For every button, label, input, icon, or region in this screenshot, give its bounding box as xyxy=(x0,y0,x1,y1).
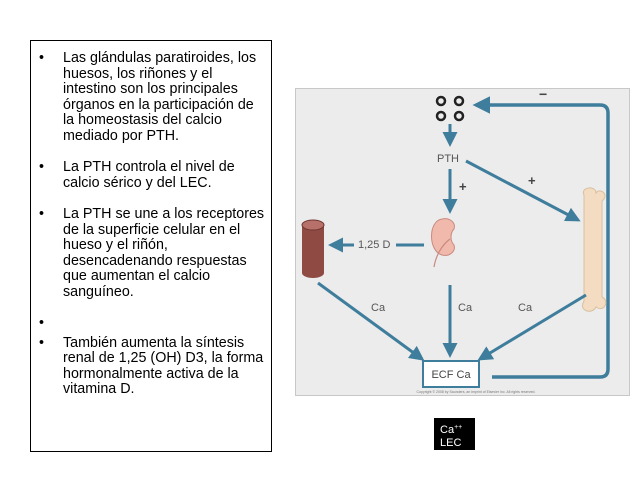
intestine-to-ecf-arrow xyxy=(318,283,422,359)
bullet-item xyxy=(31,160,271,191)
bullet-item xyxy=(31,316,271,332)
bullet-list xyxy=(31,51,271,414)
pth-to-bone-arrow xyxy=(466,161,578,220)
bullet-symbol: • xyxy=(39,315,45,331)
ca-label-intestine: Ca xyxy=(371,302,386,314)
vitamin-d-label: 1,25 D xyxy=(358,239,391,251)
bullet-item xyxy=(31,207,271,300)
kidney-icon xyxy=(432,219,455,267)
bullet-item xyxy=(31,51,271,144)
ecf-ca-label: ECF Ca xyxy=(431,369,471,381)
badge-lec-text: LEC xyxy=(440,437,462,449)
ca-lec-badge xyxy=(434,418,475,450)
plus-sign-kidney: + xyxy=(459,179,467,194)
copyright-text: Copyright © 2008 by Saunders, an imprint of Elsevier Inc. All rights reserved. xyxy=(416,390,536,394)
bullet-text: Las glándulas paratiroides, los huesos, los riñones y el intestino son los principales órganos en la participación de la homeostasis del calcio mediado por PTH. xyxy=(63,50,257,144)
bullet-symbol: • xyxy=(39,50,45,66)
bullet-text: La PTH controla el nivel de calcio sérico y del LEC. xyxy=(63,159,235,191)
badge-ca-text: Ca xyxy=(440,424,455,436)
pth-label: PTH xyxy=(437,153,459,165)
badge-charge-text: ++ xyxy=(454,424,463,431)
intestine-icon xyxy=(302,220,324,278)
diagram-svg xyxy=(296,89,629,395)
pth-calcium-diagram xyxy=(295,88,630,396)
text-box xyxy=(30,40,272,452)
bullet-symbol: • xyxy=(39,159,45,175)
bullet-symbol: • xyxy=(39,206,45,222)
parathyroid-glands-icon xyxy=(437,97,463,120)
ca-label-kidney: Ca xyxy=(458,302,473,314)
bone-to-ecf-arrow xyxy=(480,295,586,359)
minus-sign: − xyxy=(539,89,548,102)
bullet-text: También aumenta la síntesis renal de 1,25 (OH) D3, la forma hormonalmente activa de la vitamina D. xyxy=(63,334,264,397)
bullet-item xyxy=(31,336,271,398)
bullet-symbol: • xyxy=(39,334,45,351)
bone-icon xyxy=(583,188,606,311)
ca-label-bone: Ca xyxy=(518,302,533,314)
plus-sign-bone: + xyxy=(528,173,536,188)
bullet-text: La PTH se une a los receptores de la superficie celular en el hueso y el riñón, desencadenando respuestas que aumentan el calcio sanguíneo. xyxy=(63,206,265,300)
